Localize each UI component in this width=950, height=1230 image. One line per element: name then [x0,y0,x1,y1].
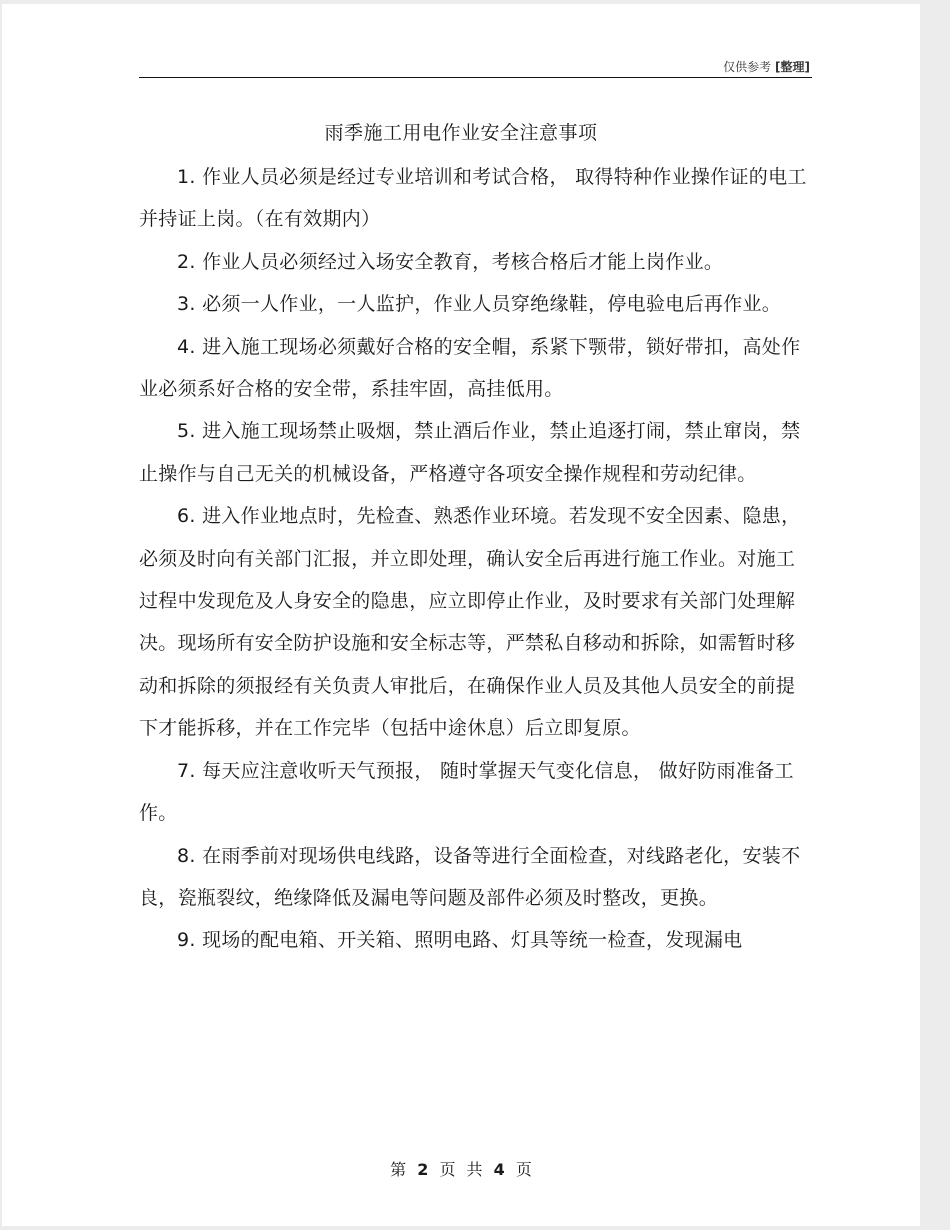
paragraph-3: 3. 必须一人作业，一人监护，作业人员穿绝缘鞋，停电验电后再作业。 [177,293,782,316]
paragraph-7: 7. 每天应注意收听天气预报， 随时掌握天气变化信息， 做好防雨准备工作。 [139,759,794,825]
paragraph-6: 6. 进入作业地点时，先检查、熟悉作业环境。若发现不安全因素、隐患，必须及时向有关部门汇报，并立即处理，确认安全后再进行施工作业。对施工过程中发现危及人身安全的隐患，应立即停止作业，及时要求有关部门处理解决。现场所有安全防护设施和安全标志等，严禁私自移动和拆除，如需暂时移动和拆除的须报经有关负责人审批后，在确保作业人员及其他人员安全的前提下才能拆移，并在工作完毕（包括中途休息）后立即复原。 [139,505,801,740]
page-footer [2,1157,920,1180]
paragraph-5: 5. 进入施工现场禁止吸烟，禁止酒后作业，禁止追逐打闹，禁止窜岗，禁止操作与自己无关的机械设备，严格遵守各项安全操作规程和劳动纪律。 [139,420,801,485]
document-body [139,156,811,962]
footer-suffix: 页 [515,1160,532,1179]
header-note-text: 仅供参考 [723,60,772,74]
footer-page-number: 2 [417,1160,429,1179]
paragraph-9: 9. 现场的配电箱、开关箱、照明电路、灯具等统一检查，发现漏电 [177,929,743,952]
header-note [723,58,810,75]
document-page [2,4,920,1226]
footer-total-pages: 4 [493,1160,505,1179]
paragraph-2: 2. 作业人员必须经过入场安全教育，考核合格后才能上岗作业。 [177,250,724,273]
paragraph-4: 4. 进入施工现场必须戴好合格的安全帽，系紧下颚带，锁好带扣，高处作业必须系好合格的安全带，系挂牢固，高挂低用。 [139,335,801,401]
footer-prefix: 第 [390,1160,407,1179]
document-title: 雨季施工用电作业安全注意事项 [324,122,598,144]
paragraph-8: 8. 在雨季前对现场供电线路，设备等进行全面检查，对线路老化，安装不良，瓷瓶裂纹，绝缘降低及漏电等问题及部件必须及时整改，更换。 [139,844,801,909]
header-note-tag: [整理] [775,60,810,74]
footer-mid: 页 共 [439,1160,483,1179]
paragraph-1: 1. 作业人员必须是经过专业培训和考试合格， 取得特种作业操作证的电工并持证上岗。（在有效期内） [139,166,807,231]
header-rule [139,77,812,78]
